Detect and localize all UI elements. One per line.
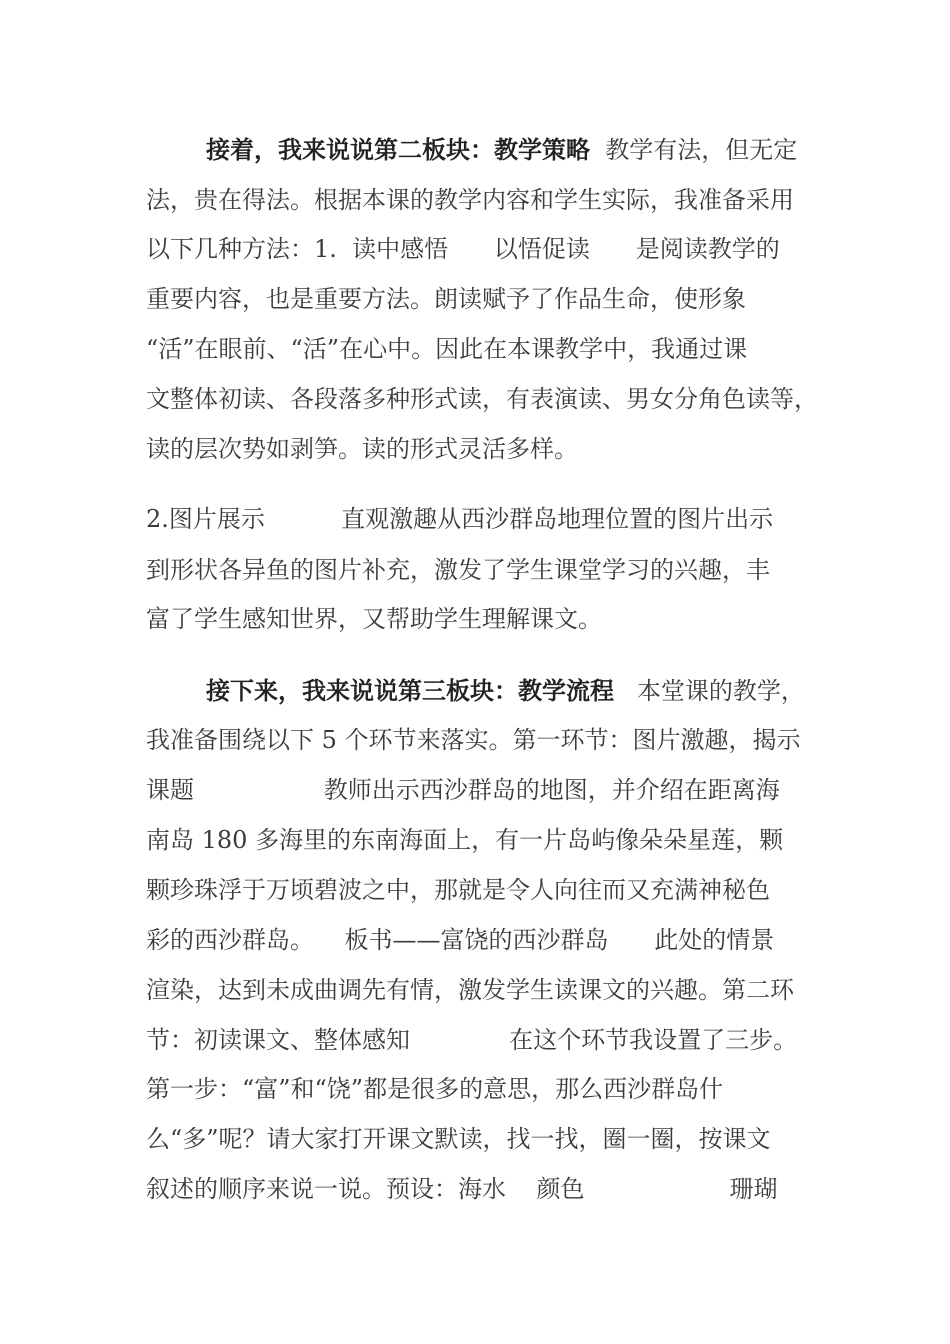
text-line: 本堂课的教学， (614, 677, 805, 705)
text-line: 教学有法，但无定 (590, 136, 798, 164)
text-line: 重要内容，也是重要方法。朗读赋予了作品生命，使形象 (146, 285, 746, 313)
text-line: 法，贵在得法。根据本课的教学内容和学生实际，我准备采用 (146, 186, 794, 214)
paragraph-teaching-strategy (146, 130, 826, 170)
paragraph-teaching-process (146, 671, 826, 711)
text-line: 以下几种方法：1. 读中感悟 以悟促读 是阅读教学的 (146, 235, 780, 263)
text-line: “活”在眼前、“活”在心中。因此在本课教学中，我通过课 (146, 335, 748, 363)
text-line: 节：初读课文、整体感知 在这个环节我设置了三步。 (146, 1026, 798, 1054)
text-line: 渲染，达到未成曲调先有情，激发学生读课文的兴趣。第二环 (146, 976, 794, 1004)
text-line: 读的层次势如剥笋。读的形式灵活多样。 (146, 435, 578, 463)
text-line: 彩的西沙群岛。 板书——富饶的西沙群岛 此处的情景 (146, 926, 775, 954)
section-heading-teaching-strategy: 接着，我来说说第二板块：教学策略 (206, 135, 590, 164)
section-heading-teaching-process: 接下来，我来说说第三板块：教学流程 (206, 676, 614, 705)
text-line: 我准备围绕以下 5 个环节来落实。第一环节：图片激趣，揭示 (146, 726, 801, 754)
text-line: 南岛 180 多海里的东南海面上，有一片岛屿像朵朵星莲，颗 (146, 826, 784, 854)
text-line: 么“多”呢？请大家打开课文默读，找一找，圈一圈，按课文 (146, 1125, 771, 1153)
text-line: 文整体初读、各段落多种形式读，有表演读、男女分角色读等， (146, 385, 818, 413)
text-line: 2.图片展示 直观激趣从西沙群岛地理位置的图片出示 (146, 505, 774, 533)
text-line: 叙述的顺序来说一说。预设：海水 颜色 珊瑚 (146, 1175, 778, 1203)
text-line: 第一步：“富”和“饶”都是很多的意思，那么西沙群岛什 (146, 1075, 724, 1103)
text-line: 课题 教师出示西沙群岛的地图，并介绍在距离海 (146, 776, 780, 804)
text-line: 到形状各异鱼的图片补充，激发了学生课堂学习的兴趣，丰 (146, 556, 770, 584)
text-line: 颗珍珠浮于万顷碧波之中，那就是令人向往而又充满神秘色 (146, 876, 770, 904)
text-line: 富了学生感知世界，又帮助学生理解课文。 (146, 605, 602, 633)
